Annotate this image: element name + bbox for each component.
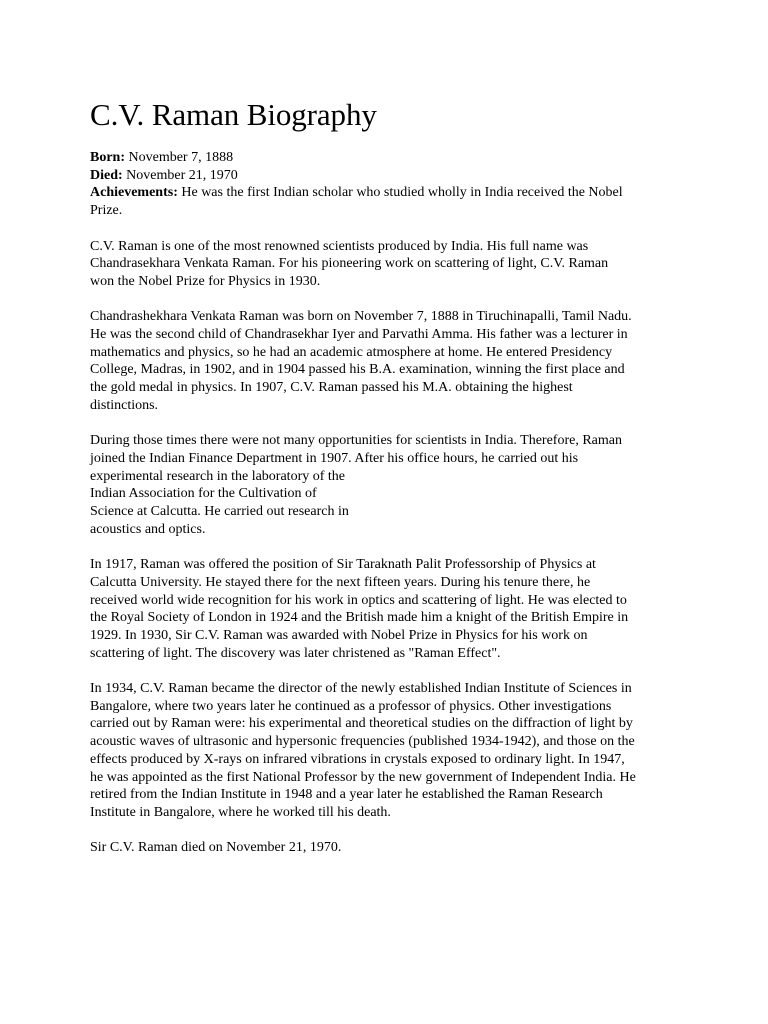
document-page xyxy=(90,97,690,857)
paragraph-early-life xyxy=(90,308,690,414)
text-line: distinctions. xyxy=(90,397,159,413)
paragraph-intro xyxy=(90,238,690,291)
text-line: scattering of light. The discovery was later christened as "Raman Effect". xyxy=(90,645,501,661)
text-line: the Royal Society of London in 1924 and the British made him a knight of the British Empire in xyxy=(90,610,629,626)
paragraph-institute xyxy=(90,680,690,822)
achievements-value: He was the first Indian scholar who studied wholly in India received the Nobel xyxy=(181,185,623,201)
died-label: Died: xyxy=(90,167,123,183)
text-line: experimental research in the laboratory of the xyxy=(90,468,345,484)
text-line: Indian Association for the Cultivation of xyxy=(90,486,317,502)
text-line: effects produced by X-rays on infrared vibrations in crystals exposed to ordinary light. In 1947, xyxy=(90,751,625,767)
page-title: C.V. Raman Biography xyxy=(90,97,377,132)
text-line: Chandrashekhara Venkata Raman was born on November 7, 1888 in Tiruchinapalli, Tamil Nadu. xyxy=(90,309,632,325)
born-label: Born: xyxy=(90,150,125,165)
achievements-label: Achievements: xyxy=(90,185,178,201)
text-line: acoustics and optics. xyxy=(90,521,206,537)
text-line: joined the Indian Finance Department in 1907. After his office hours, he carried out his xyxy=(90,450,579,466)
text-line: Chandrasekhara Venkata Raman. For his pioneering work on scattering of light, C.V. Raman xyxy=(90,256,609,272)
text-line: In 1934, C.V. Raman became the director of the newly established Indian Institute of Sciences in xyxy=(90,681,632,697)
text-line: 1929. In 1930, Sir C.V. Raman was awarded with Nobel Prize in Physics for his work on xyxy=(90,627,588,643)
text-line: College, Madras, in 1902, and in 1904 passed his B.A. examination, winning the first place and xyxy=(90,362,625,378)
born-line xyxy=(90,149,690,167)
text-line: During those times there were not many opportunities for scientists in India. Therefore, Raman xyxy=(90,433,622,449)
text-line: Bangalore, where two years later he continued as a professor of physics. Other investigations xyxy=(90,698,612,714)
died-line xyxy=(90,167,690,185)
text-line: C.V. Raman is one of the most renowned scientists produced by India. His full name was xyxy=(90,238,589,254)
paragraph-finance-department xyxy=(90,432,690,538)
text-line: Institute in Bangalore, where he worked till his death. xyxy=(90,804,391,820)
text-line: retired from the Indian Institute in 1948 and a year later he established the Raman Research xyxy=(90,787,603,803)
text-line: received world wide recognition for his work in optics and scattering of light. He was elected to xyxy=(90,592,627,608)
text-line: He was the second child of Chandrasekhar Iyer and Parvathi Amma. His father was a lecturer in xyxy=(90,327,628,342)
facts-block xyxy=(90,149,690,220)
text-line: acoustic waves of ultrasonic and hypersonic frequencies (published 1934-1942), and those on the xyxy=(90,734,635,750)
achievements-continuation: Prize. xyxy=(90,203,123,219)
died-value: November 21, 1970 xyxy=(126,167,238,183)
achievements-line xyxy=(90,184,690,202)
text-line: mathematics and physics, so he had an academic atmosphere at home. He entered Presidency xyxy=(90,344,613,360)
text-line: the gold medal in physics. In 1907, C.V. Raman passed his M.A. obtaining the highest xyxy=(90,380,573,396)
paragraph-death xyxy=(90,839,690,857)
text-line: won the Nobel Prize for Physics in 1930. xyxy=(90,273,321,289)
born-value: November 7, 1888 xyxy=(128,150,234,165)
text-line: carried out by Raman were: his experimental and theoretical studies on the diffraction of light by xyxy=(90,716,633,732)
text-line: Sir C.V. Raman died on November 21, 1970. xyxy=(90,840,342,856)
paragraph-professorship xyxy=(90,556,690,662)
text-line: Science at Calcutta. He carried out research in xyxy=(90,504,349,520)
text-line: In 1917, Raman was offered the position of Sir Taraknath Palit Professorship of Physics at xyxy=(90,557,596,573)
text-line: he was appointed as the first National Professor by the new government of Independent India. He xyxy=(90,769,636,785)
text-line: Calcutta University. He stayed there for the next fifteen years. During his tenure there, he xyxy=(90,574,591,590)
